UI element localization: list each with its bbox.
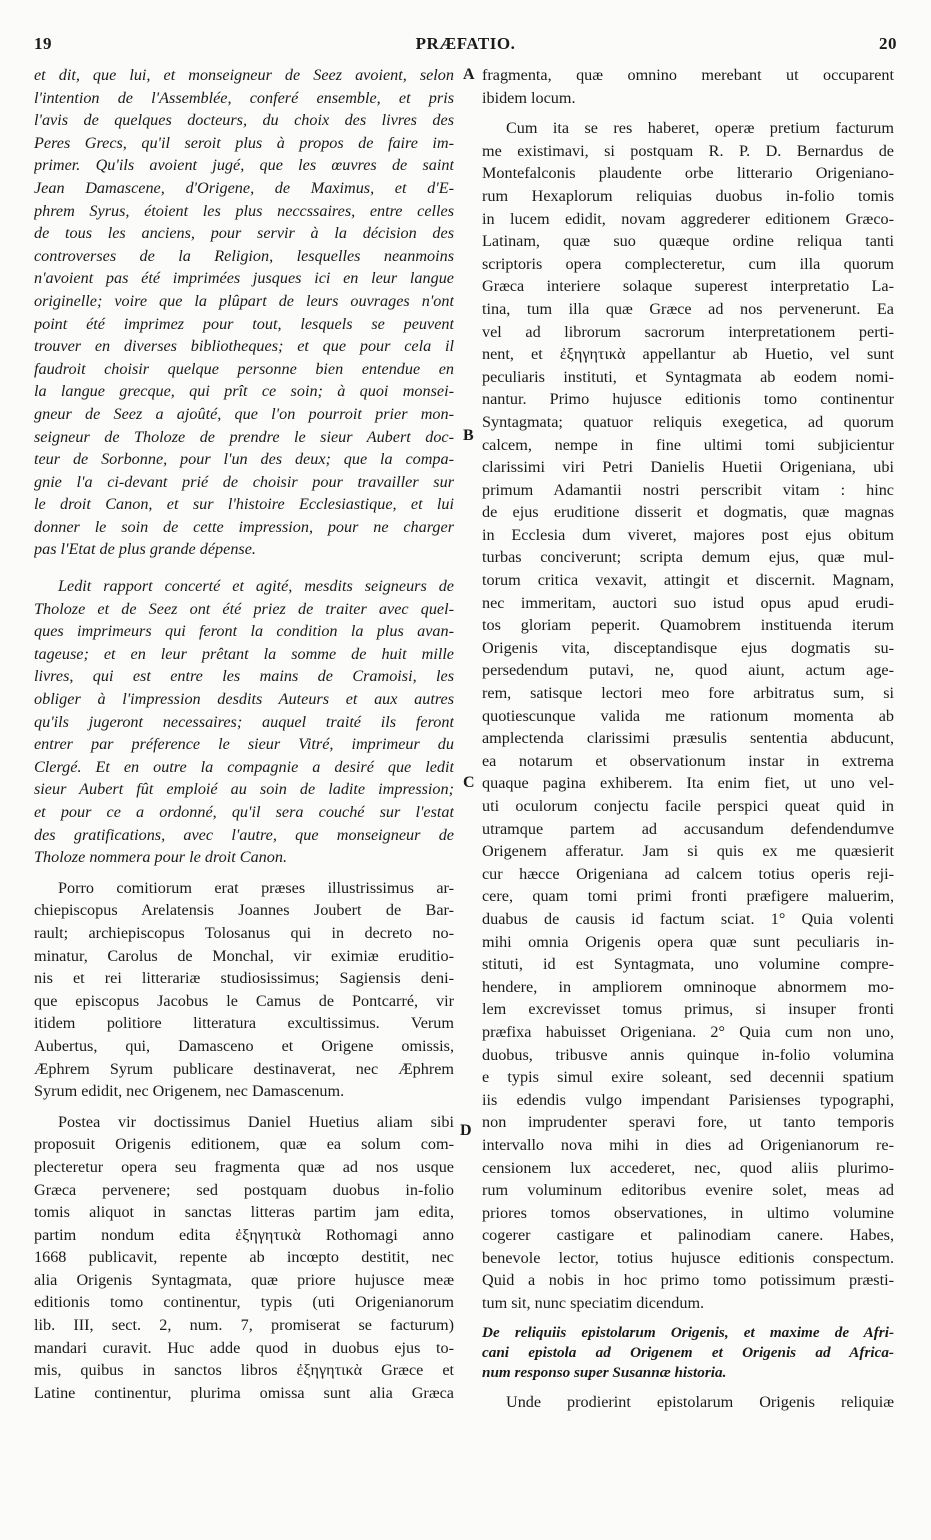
text-line: l'intention de l'Assemblée, conferé ensemble, et pris — [34, 88, 454, 107]
text-line: calcem, nempe in fine ultimi tomi subjicientur — [482, 435, 894, 454]
text-line: rem, satisque lectori meo fore arbitratus sum, si — [482, 684, 894, 703]
text-line: non imprudenter speravi fore, ut tanto temporis — [482, 1113, 894, 1132]
text-line: Ledit rapport concerté et agité, mesdits seigneurs de — [58, 577, 454, 596]
text-line: intervallo nova mihi in dies ad Origenianorum re- — [482, 1135, 894, 1154]
text-line: teur de Sorbonne, pour l'un des deux; que la compa- — [34, 450, 454, 469]
text-line: vel ad librorum sacrorum interpretationem perti- — [482, 322, 894, 341]
text-line: me existimavi, si postquam R. P. D. Bernardus de — [482, 141, 894, 160]
text-line: in Ecclesia dum viveret, majores post ejus obitum — [482, 525, 894, 544]
text-line: nis et rei litterariæ studiosissimus; Sagiensis deni- — [34, 969, 454, 988]
text-line: Cum ita se res haberet, operæ pretium facturum — [506, 119, 894, 138]
text-line: fragmenta, quæ omnino merebant ut occuparent — [482, 66, 894, 84]
text-line: cere, quam tomi primi fronti præfigere maluerim, — [482, 887, 894, 906]
text-line: ques imprimeurs qui feront la condition la plus avan- — [34, 622, 454, 641]
text-line: gnie l'a ci-devant prié de choisir pour travailler sur — [34, 472, 454, 491]
text-line: cur hæcce Origeniana ad calcem totius operis reji- — [482, 864, 894, 883]
text-line: amplectenda clarissimi præsulis sententia abducunt, — [482, 729, 894, 748]
text-line: censionem lux accederet, nec, quod aliis plurimo- — [482, 1158, 894, 1177]
text-line: cani epistola ad Origenem et Origenis ad Africa- — [482, 1343, 894, 1361]
text-line: duabus de causis id factum sciat. 1° Quia volenti — [482, 909, 894, 928]
text-line: editionis tomo continentur, typis (uti Origenianorum — [34, 1293, 454, 1312]
text-line: benevole lector, totius hujusce editionis conspectum. — [482, 1248, 894, 1267]
text-line: 1668 publicavit, repente ab incœpto destitit, nec — [34, 1248, 454, 1267]
text-line: que episcopus Jacobus le Camus de Pontcarré, vir — [34, 991, 454, 1010]
text-line: primer. Qu'ils avoient jugé, que les œuvres de saint — [34, 156, 454, 175]
text-line: tos gloriam peperit. Quamobrem instituenda iterum — [482, 616, 894, 635]
text-line: Tholoze nommera pour le droit Canon. — [34, 848, 288, 867]
text-line: donner le soin de cette impression, pour ne charger — [34, 517, 454, 536]
text-line: Montefalconis plaudente orbe litterario Origeniano- — [482, 164, 894, 183]
text-line: Aubertus, qui, Damasceno et Origene omissis, — [34, 1036, 454, 1055]
text-line: turbas conciverunt; scripta demum ejus, quæ mul- — [482, 548, 894, 567]
text-line: Syntagmata; quatuor reliquis exegetica, ad quorum — [482, 412, 894, 431]
running-title: PRÆFATIO. — [415, 34, 516, 53]
latin-paragraph-main — [482, 117, 894, 1314]
text-line: præfixa habuisset Origeniana. 2° Quia cum non uno, — [482, 1022, 894, 1041]
text-line: partim nondum edita ἐξηγητικὰ Rothomagi anno — [34, 1225, 454, 1244]
text-line: nent, et ἐξηγητικὰ appellantur ab Huetio, vel sunt — [482, 345, 894, 364]
text-line: mandari curavit. Huc adde quod in duobus ejus to- — [34, 1338, 454, 1357]
text-line: des gratifications, avec l'autre, que monseigneur de — [34, 825, 454, 844]
text-line: torum critica vexavit, attingit et discernit. Magnam, — [482, 571, 894, 590]
text-line: Syrum edidit, nec Origenem, nec Damascenum. — [34, 1082, 345, 1101]
text-line: rault; archiepiscopus Tolosanus qui in decreto no- — [34, 923, 454, 942]
text-line: faudroit choisir quelque personne bien entendue en — [34, 359, 454, 378]
latin-paragraph-continued — [482, 64, 894, 109]
text-line: Origenem afferatur. Jam si quis ex me quæsierit — [482, 842, 894, 861]
text-line: originelle; voire que la plûpart de leurs ouvrages n'ont — [34, 291, 454, 310]
latin-paragraph-3 — [34, 877, 454, 1103]
text-line: rum voluminum editoribus evenire solet, meas ad — [482, 1181, 894, 1200]
text-line: e typis simul exire soleant, sed decennii spatium — [482, 1068, 894, 1087]
text-line: Porro comitiorum erat præses illustrissimus ar- — [58, 878, 454, 897]
text-line: ea notarum et observationum instar in extrema — [482, 751, 894, 770]
text-line: controverses de la Religion, lesquelles neanmoins — [34, 246, 454, 265]
text-line: l'avis de quelques docteurs, du choix des livres des — [34, 111, 454, 130]
text-line: priores tomos observationes, in ultimo volumine — [482, 1203, 894, 1222]
text-line: gneur de Seez a ajoûté, que l'on pourroit prier mon- — [34, 404, 454, 423]
text-line: Latine continentur, plurima omissa sunt alia Græca — [34, 1383, 454, 1402]
text-line: quaque pagina exhiberem. Ita enim fiet, ut uno vel- — [482, 774, 894, 793]
text-line: lem excrevisset tomus primus, si insuper fronti — [482, 1000, 894, 1019]
text-line: duobus, tribusve annis quinque in-folio volumina — [482, 1045, 894, 1064]
text-line: de ejus eruditione disserit et dogmatis, quæ magnas — [482, 503, 894, 522]
margin-marker-b: B — [463, 427, 474, 444]
text-line: tageuse; et en leur prêtant la somme de huit mille — [34, 644, 454, 663]
text-line: le droit Canon, et sur l'histoire Ecclesiastique, et lui — [34, 495, 454, 514]
text-line: Postea vir doctissimus Daniel Huetius aliam sibi — [58, 1112, 454, 1131]
text-line: hendere, in ampliorem omninoque abnormem mo- — [482, 977, 894, 996]
text-line: quotiescunque valida me rationum momenta ab — [482, 706, 894, 725]
text-line: Peres Grecs, qu'il seroit plus à propos de faire im- — [34, 133, 454, 152]
margin-marker-d: D — [460, 1122, 472, 1139]
text-line: itidem politiore litteratura excultissimus. Verum — [34, 1014, 454, 1033]
text-line: uti oculorum conjectu facile perspici queat quid in — [482, 797, 894, 815]
text-line: iis edendis vulgo impendant Parisienses typographi, — [482, 1090, 894, 1109]
text-line: stituti, id est Syntagmata, uno volumine compre- — [482, 955, 894, 974]
text-line: proposuit Origenis editionem, quæ ea solum com- — [34, 1135, 454, 1154]
text-line: obliger à l'impression desdits Auteurs et aux autres — [34, 690, 454, 709]
text-line: Græca pervenere; sed postquam duobus in-folio — [34, 1180, 454, 1199]
text-line: pas l'Etat de plus grande dépense. — [34, 540, 256, 559]
text-line: ibidem locum. — [482, 88, 576, 107]
text-line: la langue grecque, qui prît ce soin; à quoi monsei- — [34, 382, 454, 401]
text-line: utramque partem ad accusandum defendendumve — [482, 819, 894, 838]
text-line: Latinam, quæ suo quæque ordine reliqua tanti — [482, 232, 894, 251]
text-line: Tholoze et de Seez ont été priez de traiter avec quel- — [34, 599, 454, 618]
text-line: Æphrem Syrum publicare destinaverat, nec Æphrem — [34, 1059, 454, 1078]
text-line: livres, qui est entre les mains de Cramoisi, les — [34, 667, 454, 686]
text-line: qu'ils jugeront necessaires; auquel traité ils feront — [34, 712, 454, 731]
text-line: mis, quibus in sanctos libros ἐξηγητικὰ Græce et — [34, 1361, 454, 1380]
text-line: peculiaris instituti, et Syntagmata ab eodem nomi- — [482, 367, 894, 386]
text-line: clarissimi viri Petri Danielis Huetii Origeniana, ubi — [482, 458, 894, 477]
text-line: De reliquiis epistolarum Origenis, et maxime de Afri- — [482, 1323, 894, 1341]
text-line: primum Adamantii nostri perscribit vitam : hinc — [482, 480, 894, 499]
text-line: seigneur de Tholoze de prendre le sieur Aubert doc- — [34, 427, 454, 446]
text-line: Unde prodierint epistolarum Origenis reliquiæ — [506, 1392, 894, 1411]
text-line: mihi omnia Origenis opera quæ sunt peculiaris in- — [482, 932, 894, 951]
text-line: in lucem edidit, novam aggrederer editionem Græco- — [482, 209, 894, 228]
text-line: trouver en diverses bibliotheques; et que pour cela il — [34, 337, 454, 356]
margin-marker-c: C — [463, 774, 475, 791]
text-line: num responso super Susannæ historia. — [482, 1363, 727, 1381]
text-line: point été imprimez pour tout, lesquels se peuvent — [34, 314, 454, 333]
text-line: et dit, que lui, et monseigneur de Seez avoient, selon — [34, 66, 454, 84]
text-line: Jean Damascene, d'Origene, de Maximus, et d'E- — [34, 178, 454, 197]
text-line: nantur. Primo hujusce editionis tomo continentur — [482, 390, 894, 409]
text-line: Græca interiere solaque superest interpretatio La- — [482, 277, 894, 296]
text-line: phrem Syrus, étoient les plus neccssaires, entre celles — [34, 201, 454, 220]
french-quote-paragraph-2 — [34, 575, 454, 869]
text-line: lib. III, sect. 2, num. 7, promiserat se facturum) — [34, 1316, 454, 1335]
right-column — [482, 64, 894, 1413]
text-line: chiepiscopus Arelatensis Joannes Joubert de Bar- — [34, 901, 454, 920]
text-line: cogerer castigare et palinodiam canere. Habes, — [482, 1226, 894, 1245]
left-column — [34, 64, 454, 1404]
text-line: n'avoient pas été imprimées jusques ici en leur langue — [34, 269, 454, 288]
french-quote-paragraph-1 — [34, 64, 454, 561]
text-line: tomis aliquot in sanctas litteras partim jam edita, — [34, 1203, 454, 1222]
text-line: entrer par préference le sieur Vitré, imprimeur du — [34, 735, 454, 754]
text-line: Clergé. Et en outre la compagnie a desiré que ledit — [34, 757, 454, 776]
text-line: plecteretur opera seu fragmenta quæ ad nos usque — [34, 1157, 454, 1176]
text-line: tina, tum illa quæ Græce ad nos pervenerunt. Ea — [482, 299, 894, 318]
text-line: persedendum putavi, ne, quod aiunt, actum age- — [482, 661, 894, 680]
latin-paragraph-4 — [34, 1111, 454, 1405]
text-line: minatur, Carolus de Monchal, vir eximiæ eruditio- — [34, 946, 454, 965]
text-line: sieur Aubert fût emploié au soin de ladite impression; — [34, 780, 454, 799]
latin-paragraph-final — [482, 1391, 894, 1414]
text-line: de tous les anciens, pour servir à la décision des — [34, 224, 454, 243]
section-heading — [482, 1323, 894, 1383]
text-line: tum sit, nunc speciatim dicendum. — [482, 1294, 705, 1313]
text-line: rum Hexaplorum reliquias duobus in-folio tomis — [482, 186, 894, 205]
text-line: alia Origenis Syntagmata, quæ priore hujusce meæ — [34, 1270, 454, 1289]
page-number-right: 20 — [879, 34, 897, 53]
text-line: nec immeritam, auctori suo istud opus apud erudi- — [482, 593, 894, 612]
text-line: Quid a nobis in hoc primo tomo potissimum præsti- — [482, 1271, 894, 1290]
margin-marker-a: A — [463, 66, 475, 83]
page-number-left: 19 — [34, 34, 52, 53]
text-line: Origenis vita, disceptandisque ejus dogmatis su- — [482, 638, 894, 657]
text-line: scriptoris opera complecteretur, cum illa quorum — [482, 254, 894, 273]
text-line: et pour ce a ordonné, qu'il sera couché sur l'estat — [34, 803, 454, 821]
